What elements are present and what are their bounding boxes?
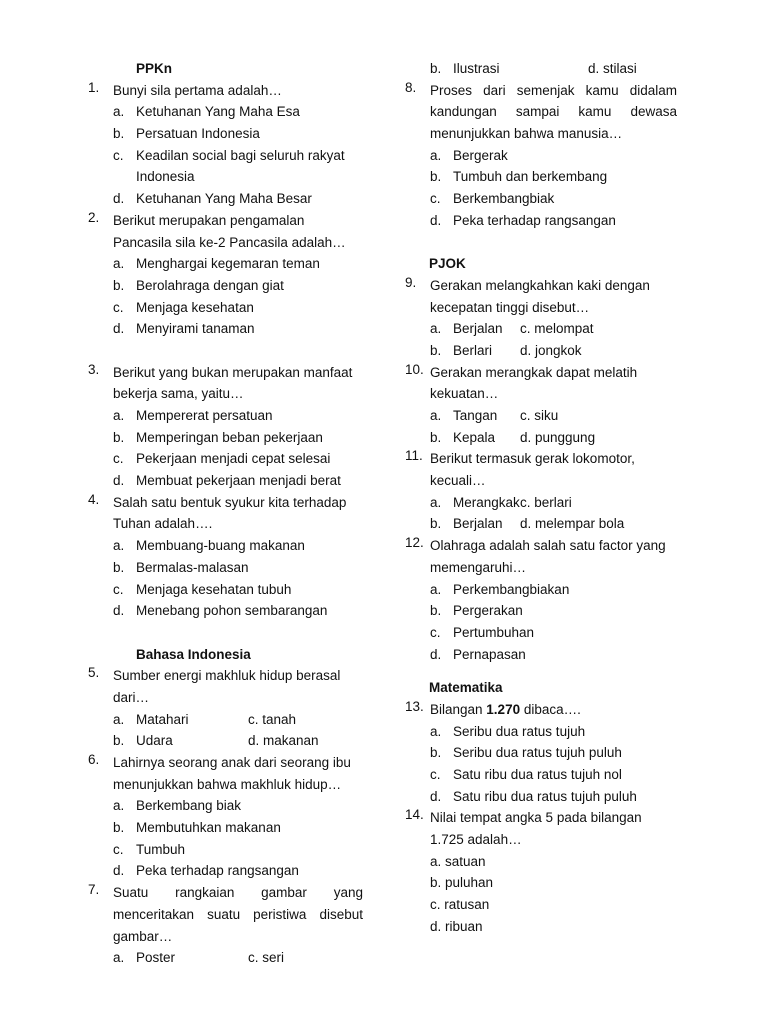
option-14-a: a. satuan xyxy=(430,853,486,869)
question-8: 8. Proses dari semenjak kamu didalam kandungan sampai kamu dewasa menunjukkan bahwa manusia… xyxy=(405,79,677,142)
options-4: a. Membuang-buang makanan b. Bermalas-malasan c. Menjaga kesehatan tubuh d. Menebang pohon sembarangan xyxy=(113,538,328,619)
question-14: 14. Nilai tempat angka 5 pada bilangan 1.725 adalah… xyxy=(405,807,642,848)
question-9: 9. Gerakan melangkahkan kaki dengan kecepatan tinggi disebut… xyxy=(405,274,650,315)
options-3: a. Mempererat persatuan b. Memperingan beban pekerjaan c. Pekerjaan menjadi cepat selesai d. Membuat pekerjaan menjadi berat xyxy=(113,408,341,489)
options-10-row2: b. Kepala d. punggung xyxy=(430,429,596,445)
question-13: 13. Bilangan 1.270 dibaca…. xyxy=(405,698,581,717)
question-4: 4. Salah satu bentuk syukur kita terhadap Tuhan adalah…. xyxy=(88,491,347,532)
heading-ppkn: PPKn xyxy=(136,61,173,76)
options-2: a. Menghargai kegemaran teman b. Berolahraga dengan giat c. Menjaga kesehatan d. Menyirami tanaman xyxy=(113,256,320,337)
options-13: a. Seribu dua ratus tujuh b. Seribu dua ratus tujuh puluh c. Satu ribu dua ratus tujuh nol d. Satu ribu dua ratus tujuh puluh xyxy=(430,723,637,804)
heading-matematika: Matematika xyxy=(429,680,503,696)
options-5-row2: b. Udara d. makanan xyxy=(113,733,319,749)
question-10: 10. Gerakan merangkak dapat melatih kekuatan… xyxy=(405,361,638,402)
heading-bahasa-indonesia: Bahasa Indonesia xyxy=(136,646,251,662)
options-10-row1: a. Tangan c. siku xyxy=(430,408,559,423)
option-14-c: c. ratusan xyxy=(430,897,490,913)
left-column xyxy=(88,58,363,969)
options-11-row2: b. Berjalan d. melempar bola xyxy=(430,516,625,532)
question-5: 5. Sumber energi makhluk hidup berasal dari… xyxy=(88,665,341,705)
options-7-row1: a. Poster c. seri xyxy=(113,950,285,966)
options-6: a. Berkembang biak b. Membutuhkan makanan c. Tumbuh d. Peka terhadap rangsangan xyxy=(113,798,299,879)
options-5-row1: a. Matahari c. tanah xyxy=(113,711,297,727)
question-1: 1. Bunyi sila pertama adalah… xyxy=(88,79,282,98)
question-12: 12. Olahraga adalah salah satu factor yang memengaruhi… xyxy=(405,535,666,575)
right-column xyxy=(405,58,677,938)
question-6: 6. Lahirnya seorang anak dari seorang ibu menunjukkan bahwa makhluk hidup… xyxy=(88,752,351,792)
options-9-row1: a. Berjalan c. melompat xyxy=(430,321,594,337)
question-3: 3. Berikut yang bukan merupakan manfaat bekerja sama, yaitu… xyxy=(88,361,353,402)
options-12: a. Perkembangbiakan b. Pergerakan c. Pertumbuhan d. Pernapasan xyxy=(430,581,570,662)
question-11: 11. Berikut termasuk gerak lokomotor, kecuali… xyxy=(405,448,635,489)
options-8: a. Bergerak b. Tumbuh dan berkembang c. Berkembangbiak d. Peka terhadap rangsangan xyxy=(430,147,616,228)
options-1: a. Ketuhanan Yang Maha Esa b. Persatuan Indonesia c. Keadilan social bagi seluruh rakyat Indonesia d. Ketuhanan Yang Maha Besar xyxy=(113,104,345,207)
question-7: 7. Suatu rangkaian gambar yang menceritakan suatu peristiwa disebut gambar… xyxy=(88,882,363,944)
options-9-row2: b. Berlari d. jongkok xyxy=(430,342,582,358)
option-14-d: d. ribuan xyxy=(430,918,483,934)
options-7-row2: b. Ilustrasi d. stilasi xyxy=(430,61,637,76)
heading-pjok: PJOK xyxy=(429,256,466,272)
option-14-b: b. puluhan xyxy=(430,875,494,891)
options-11-row1: a. Merangkak c. berlari xyxy=(430,494,572,510)
question-2: 2. Berikut merupakan pengamalan Pancasila sila ke-2 Pancasila adalah… xyxy=(88,209,346,250)
